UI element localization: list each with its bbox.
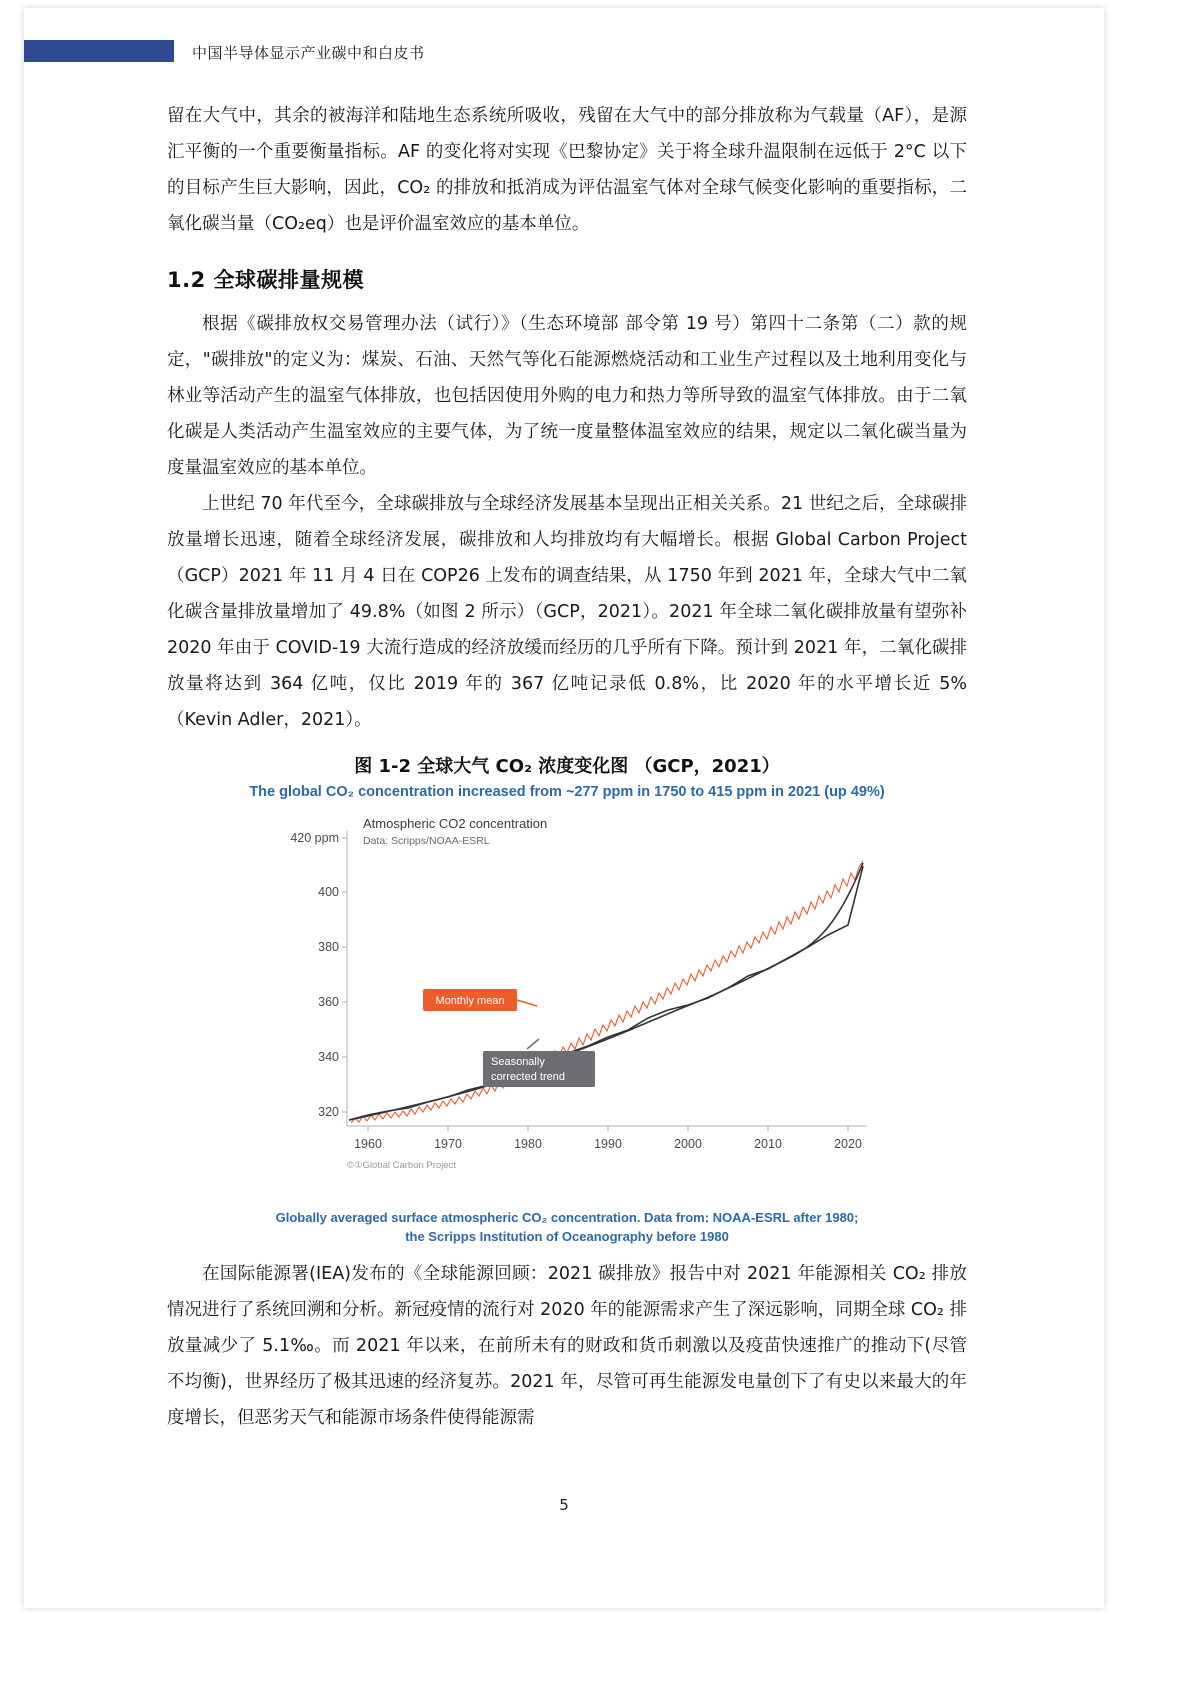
x-axis-ticks (354, 1126, 862, 1151)
chart-co2-concentration (167, 806, 967, 1206)
figure-caption-line2: the Scripps Institution of Oceanography before 1980 (405, 1229, 729, 1244)
page-header (24, 36, 1104, 70)
svg-text:Monthly mean: Monthly mean (435, 995, 505, 1007)
page-number: 5 (559, 1496, 569, 1514)
svg-text:320: 320 (318, 1105, 339, 1119)
svg-text:Seasonally: Seasonally (491, 1056, 545, 1068)
svg-text:2020: 2020 (834, 1137, 862, 1151)
paper-sheet (24, 8, 1104, 1608)
svg-text:1980: 1980 (514, 1137, 542, 1151)
figure-caption-line1: Globally averaged surface atmospheric CO₂ concentration. Data from: NOAA-ESRL after 1980; (275, 1210, 859, 1225)
svg-text:340: 340 (318, 1050, 339, 1064)
svg-text:400: 400 (318, 885, 339, 899)
figure-caption (167, 1208, 967, 1246)
header-title: 中国半导体显示产业碳中和白皮书 (192, 44, 425, 62)
paragraph-2: 根据《碳排放权交易管理办法（试行）》（生态环境部 部令第 19 号）第四十二条第（二）款的规定，"碳排放"的定义为：煤炭、石油、天然气等化石能源燃烧活动和工业生产过程以及土地利用变化与林业等活动产生的温室气体排放，也包括因使用外购的电力和热力等所导致的温室气体排放。由于二氧化碳是人类活动产生温室效应的主要气体，为了统一度量整体温室效应的结果，规定以二氧化碳当量为度量温室效应的基本单位。 (167, 314, 968, 478)
chart-credit: ©①Global Carbon Project (347, 1160, 456, 1171)
svg-text:1970: 1970 (434, 1137, 462, 1151)
svg-text:360: 360 (318, 995, 339, 1009)
paragraph-3: 上世纪 70 年代至今，全球碳排放与全球经济发展基本呈现出正相关关系。21 世纪之后，全球碳排放量增长迅速，随着全球经济发展，碳排放和人均排放均有大幅增长。根据 Global Carbon Project （GCP）2021 年 11 月 4 日在 COP26 上发布的调查结果，从 1750 年到 2021 年，全球大气中二氧化碳含量排放量增加了 49.8%（如图 2 所示）（GCP，2021）。2021 年全球二氧化碳排放量有望弥补 2020 年由于 COVID-19 大流行造成的经济放缓而经历的几乎所有下降。预计到 2021 年，二氧化碳排放量将达到 364 亿吨，仅比 2019 年的 367 亿吨记录低 0.8%，比 2020 年的水平增长近 5%（Kevin Adler，2021）。 (167, 494, 967, 730)
y-axis-ticks (290, 831, 347, 1119)
svg-text:1990: 1990 (594, 1137, 622, 1151)
chart-inner-subtitle: Data: Scripps/NOAA-ESRL (363, 835, 490, 847)
svg-text:2000: 2000 (674, 1137, 702, 1151)
chart-inner-title: Atmospheric CO2 concentration (363, 816, 548, 831)
paragraph-4: 在国际能源署(IEA)发布的《全球能源回顾：2021 碳排放》报告中对 2021 年能源相关 CO₂ 排放情况进行了系统回溯和分析。新冠疫情的流行对 2020 年的能源需求产生了深远影响，同期全球 CO₂ 排放量减少了 5.1‰。而 2021 年以来，在前所未有的财政和货币刺激以及疫苗快速推广的推动下(尽管不均衡)，世界经历了极其迅速的经济复苏。2021 年，尽管可再生能源发电量创下了有史以来最大的年度增长，但恶劣天气和能源市场条件使得能源需 (167, 1264, 967, 1428)
figure-subtitle: The global CO₂ concentration increased from ~277 ppm in 1750 to 415 ppm in 2021 (up 49%) (249, 784, 885, 800)
annotation-seasonal-trend (483, 1039, 595, 1087)
paragraph-1: 留在大气中，其余的被海洋和陆地生态系统所吸收，残留在大气中的部分排放称为气载量（AF），是源汇平衡的一个重要衡量指标。AF 的变化将对实现《巴黎协定》关于将全球升温限制在远低于 2°C 以下的目标产生巨大影响，因此，CO₂ 的排放和抵消成为评估温室气体对全球气候变化影响的重要指标，二氧化碳当量（CO₂eq）也是评价温室效应的基本单位。 (167, 106, 967, 234)
section-heading-1-2: 1.2 全球碳排量规模 (167, 268, 365, 292)
header-accent-bar (24, 40, 174, 62)
svg-text:420 ppm: 420 ppm (290, 831, 339, 845)
svg-text:2010: 2010 (754, 1137, 782, 1151)
annotation-monthly-mean (423, 989, 537, 1011)
page-content (167, 98, 967, 1436)
svg-text:380: 380 (318, 940, 339, 954)
figure-title: 图 1-2 全球大气 CO₂ 浓度变化图 （GCP，2021） (354, 756, 780, 777)
svg-text:1960: 1960 (354, 1137, 382, 1151)
chart-svg (227, 806, 907, 1196)
svg-text:corrected trend: corrected trend (491, 1071, 565, 1083)
